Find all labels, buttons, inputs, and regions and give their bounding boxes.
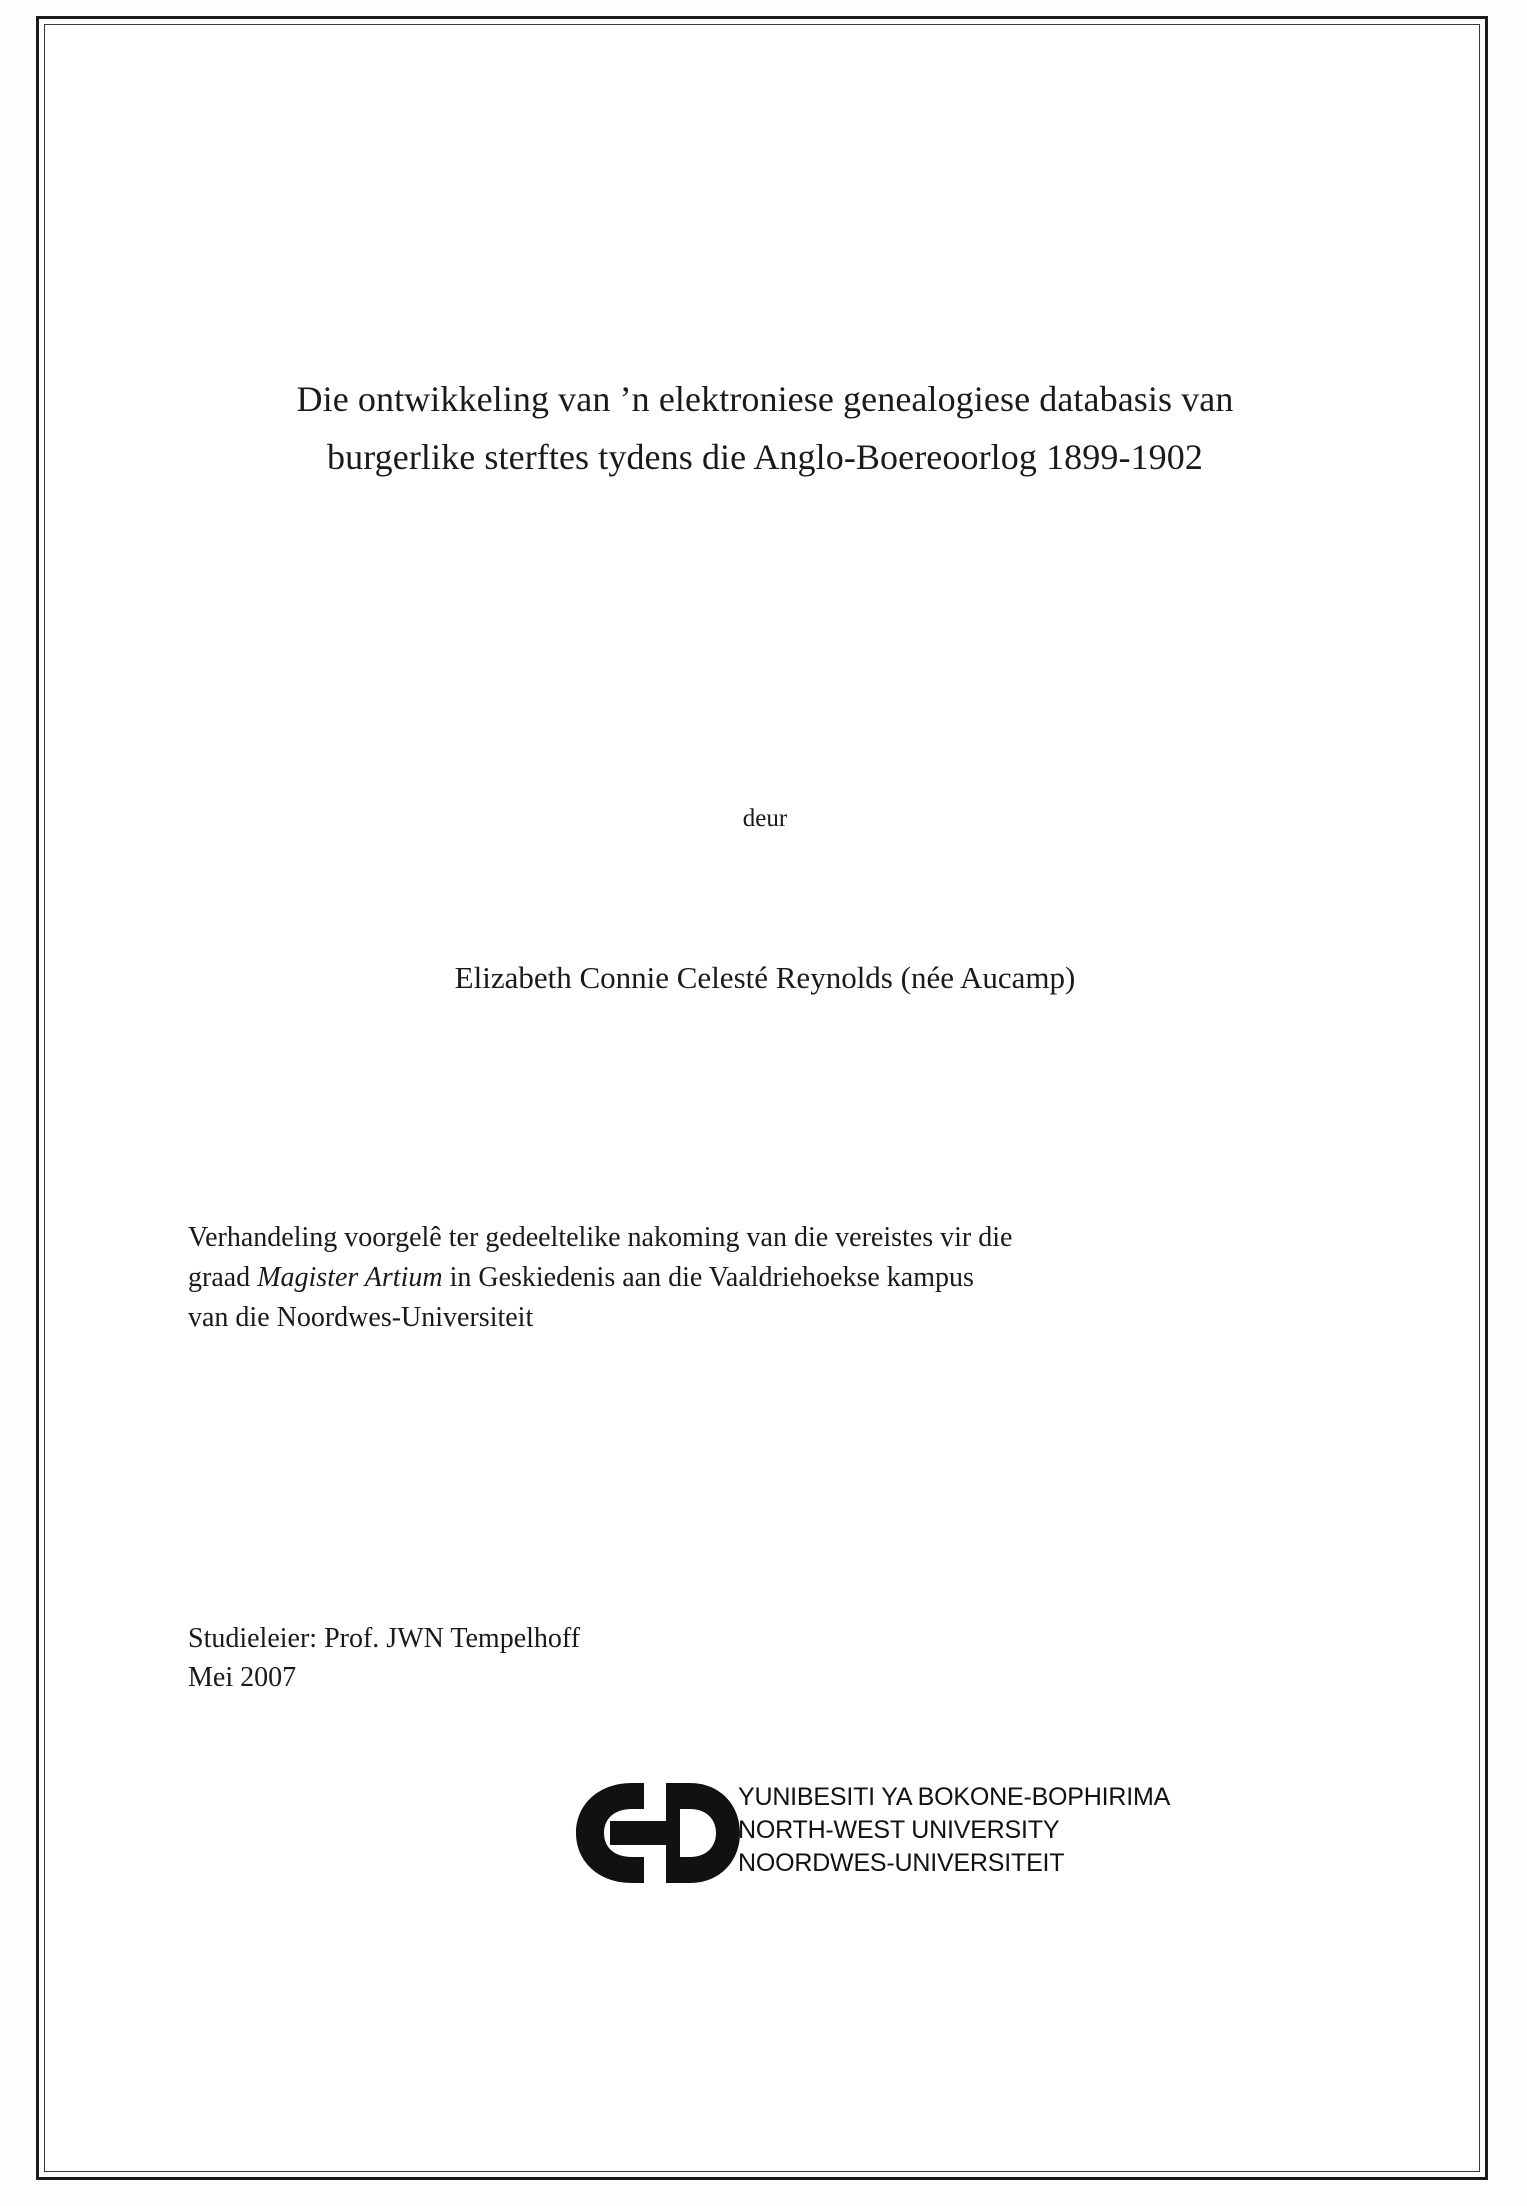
degree-statement-line-1: Verhandeling voorgelê ter gedeeltelike nakoming van die vereistes vir die: [188, 1222, 1013, 1253]
title-line-1: Die ontwikkeling van ’n elektroniese genealogiese databasis van: [296, 379, 1234, 419]
degree-statement-line-3: van die Noordwes-Universiteit: [188, 1301, 534, 1333]
page-title: [180, 370, 1350, 487]
university-logo-text: [738, 1781, 1170, 1880]
logo-text-line-1: YUNIBESITI YA BOKONE-BOPHIRIMA: [738, 1783, 1171, 1811]
degree-statement-line-2-suffix: in Geskiedenis aan die Vaaldriehoekse kampus: [442, 1261, 974, 1293]
degree-name: Magister Artium: [257, 1261, 443, 1293]
logo-text-line-3: NOORDWES-UNIVERSITEIT: [738, 1849, 1065, 1877]
degree-statement-line-2: [188, 1258, 1343, 1298]
supervisor-line: Studieleier: Prof. JWN Tempelhoff: [188, 1623, 581, 1654]
by-label: deur: [742, 805, 788, 832]
university-logo: [570, 1775, 1210, 1895]
degree-statement: [188, 1218, 1343, 1337]
supervisor-block: [188, 1620, 1088, 1697]
degree-statement-line-2-prefix: graad: [188, 1261, 258, 1293]
author-name: Elizabeth Connie Celesté Reynolds (née Aucamp): [454, 960, 1076, 995]
title-page-content: [150, 0, 1380, 2206]
date-line: Mei 2007: [188, 1661, 297, 1693]
title-line-2: burgerlike sterftes tydens die Anglo-Boereoorlog 1899-1902: [327, 437, 1203, 478]
logo-text-line-2: NORTH-WEST UNIVERSITY: [738, 1816, 1060, 1844]
